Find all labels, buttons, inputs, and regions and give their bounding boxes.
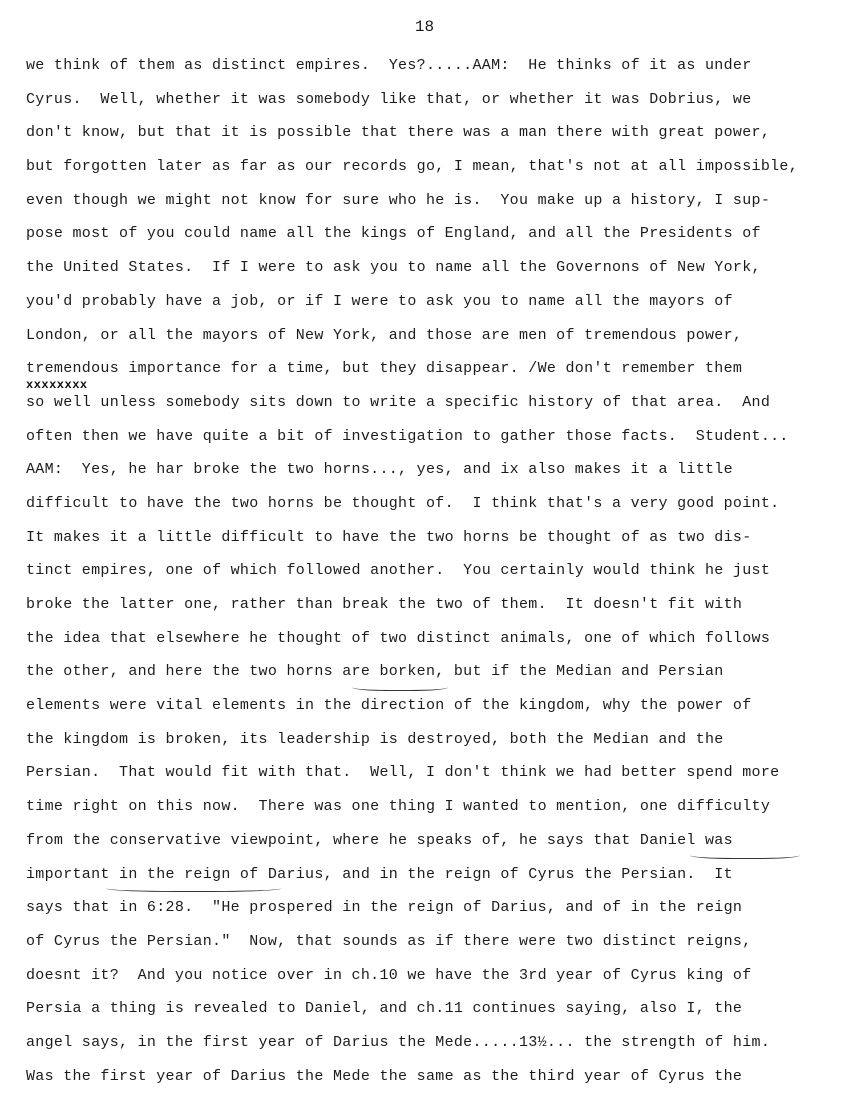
text-line: you'd probably have a job, or if I were to ask you to name all the mayors of [26, 292, 733, 310]
text-line: we think of them as distinct empires. Yes?.....AAM: He thinks of it as under [26, 57, 752, 74]
text-line: Persia a thing is revealed to Daniel, and ch.11 continues saying, also I, the [26, 1000, 743, 1018]
text-line: time right on this now. There was one thing I wanted to mention, one difficulty [26, 798, 771, 816]
text-line: elements were vital elements in the direction of the kingdom, why the power of [26, 697, 752, 715]
underline-mark [690, 850, 800, 859]
text-line: doesnt it? And you notice over in ch.10 we have the 3rd year of Cyrus king of [26, 966, 752, 984]
text-line: Persian. That would fit with that. Well, I don't think we had better spend more [26, 764, 780, 782]
text-line: Was the first year of Darius the Mede the same as the third year of Cyrus the [26, 1067, 743, 1085]
text-line: often then we have quite a bit of investigation to gather those facts. Student... [26, 427, 789, 445]
text-line: so well unless somebody sits down to write a specific history of that area. And [26, 393, 771, 411]
typed-transcript [26, 54, 846, 1098]
text-line: London, or all the mayors of New York, and those are men of tremendous power, [26, 326, 743, 344]
text-line: important in the reign of Darius, and in the reign of Cyrus the Persian. It [26, 865, 733, 883]
text-line: broke the latter one, rather than break the two of them. It doesn't fit with [26, 596, 743, 613]
text-line: don't know, but that it is possible that there was a man there with great power, [26, 124, 771, 142]
text-line: the idea that elsewhere he thought of two distinct animals, one of which follows [26, 629, 771, 647]
text-line: AAM: Yes, he har broke the two horns..., yes, and ix also makes it a little [26, 461, 733, 479]
text-line: the kingdom is broken, its leadership is destroyed, both the Median and the [26, 730, 724, 748]
text-line: the United States. If I were to ask you to name all the Governons of New York, [26, 259, 761, 277]
text-line: of Cyrus the Persian." Now, that sounds as if there were two distinct reigns, [26, 932, 752, 950]
text-line: Cyrus. Well, whether it was somebody like that, or whether it was Dobrius, we [26, 90, 752, 108]
text-line: the other, and here the two horns are borken, but if the Median and Persian [26, 663, 724, 681]
text-line: angel says, in the first year of Darius the Mede.....13½... the strength of him. [26, 1033, 771, 1051]
text-line: It makes it a little difficult to have the two horns be thought of as two dis- [26, 528, 752, 546]
struck-out-word: xxxxxxxx [26, 378, 88, 392]
text-line: from the conservative viewpoint, where he speaks of, he says that Daniel was [26, 831, 733, 849]
underline-mark [106, 883, 281, 892]
text-line: but forgotten later as far as our records go, I mean, that's not at all impossible, [26, 158, 799, 176]
underline-mark [352, 682, 448, 691]
text-line: tremendous importance for a time, but they disappear. /We don't remember them [26, 360, 743, 378]
text-line: tinct empires, one of which followed another. You certainly would think he just [26, 562, 771, 580]
page-number: 18 [414, 18, 435, 36]
text-line: pose most of you could name all the kings of England, and all the Presidents of [26, 225, 761, 243]
text-line: even though we might not know for sure who he is. You make up a history, I sup- [26, 191, 771, 209]
text-line: says that in 6:28. "He prospered in the reign of Darius, and of in the reign [26, 899, 743, 917]
text-line: difficult to have the two horns be thought of. I think that's a very good point. [26, 494, 780, 512]
